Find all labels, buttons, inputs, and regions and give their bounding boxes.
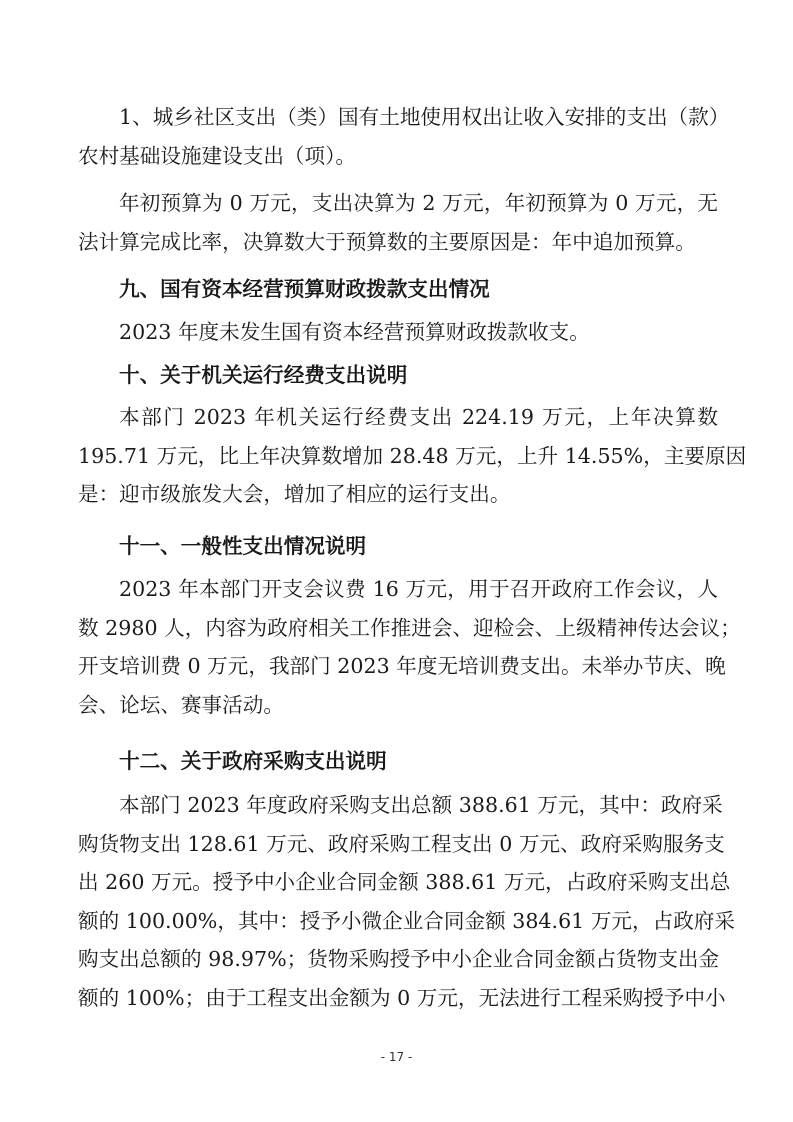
page-number: - 17 - <box>380 1050 413 1064</box>
text-line: 本部门 2023 年机关运行经费支出 224.19 万元，上年决算数 <box>119 405 718 429</box>
text-line: 购支出总额的 98.97%；货物采购授予中小企业合同金额占货物支出金 <box>78 947 720 971</box>
section-heading-12: 十二、关于政府采购支出说明 <box>119 749 387 773</box>
text-line: 开支培训费 0 万元，我部门 2023 年度无培训费支出。未举办节庆、晚 <box>78 654 726 678</box>
text-line: 法计算完成比率，决算数大于预算数的主要原因是：年中追加预算。 <box>78 229 696 254</box>
text-line: 2023 年本部门开支会议费 16 万元，用于召开政府工作会议，人 <box>119 577 718 601</box>
text-line: 1、城乡社区支出（类）国有土地使用权出让收入安排的支出（款） <box>119 105 730 129</box>
paragraph-operating-expenses <box>78 398 747 514</box>
text-line: 数 2980 人，内容为政府相关工作推进会、迎检会、上级精神传达会议； <box>78 615 741 640</box>
paragraph-general-expenditure <box>78 570 741 724</box>
text-line: 2023 年度未发生国有资本经营预算财政拨款收支。 <box>119 320 590 344</box>
paragraph-urban-rural-expenditure <box>78 98 730 175</box>
section-heading-11: 十一、一般性支出情况说明 <box>119 534 367 558</box>
text-line: 额的 100%；由于工程支出金额为 0 万元，无法进行工程采购授予中小 <box>78 985 726 1010</box>
section-heading-10: 十、关于机关运行经费支出说明 <box>119 363 408 387</box>
text-line: 本部门 2023 年度政府采购支出总额 388.61 万元，其中：政府采 <box>119 793 723 817</box>
text-line: 购货物支出 128.61 万元、政府采购工程支出 0 万元、政府采购服务支 <box>78 831 725 856</box>
paragraph-budget-explanation <box>78 184 718 261</box>
paragraph-government-procurement <box>78 786 735 1017</box>
text-line: 会、论坛、赛事活动。 <box>78 692 284 717</box>
text-line: 出 260 万元。授予中小企业合同金额 388.61 万元，占政府采购支出总 <box>78 870 731 894</box>
section-heading-9: 九、国有资本经营预算财政拨款支出情况 <box>119 277 490 301</box>
text-line: 195.71 万元，比上年决算数增加 28.48 万元，上升 14.55%，主要原因 <box>78 443 747 468</box>
text-line: 年初预算为 0 万元，支出决算为 2 万元，年初预算为 0 万元，无 <box>119 191 718 215</box>
text-line: 额的 100.00%，其中：授予小微企业合同金额 384.61 万元，占政府采 <box>78 908 735 933</box>
text-line: 是：迎市级旅发大会，增加了相应的运行支出。 <box>78 482 511 506</box>
text-line: 农村基础设施建设支出（项）。 <box>78 143 357 168</box>
paragraph-state-capital-budget <box>78 313 718 352</box>
